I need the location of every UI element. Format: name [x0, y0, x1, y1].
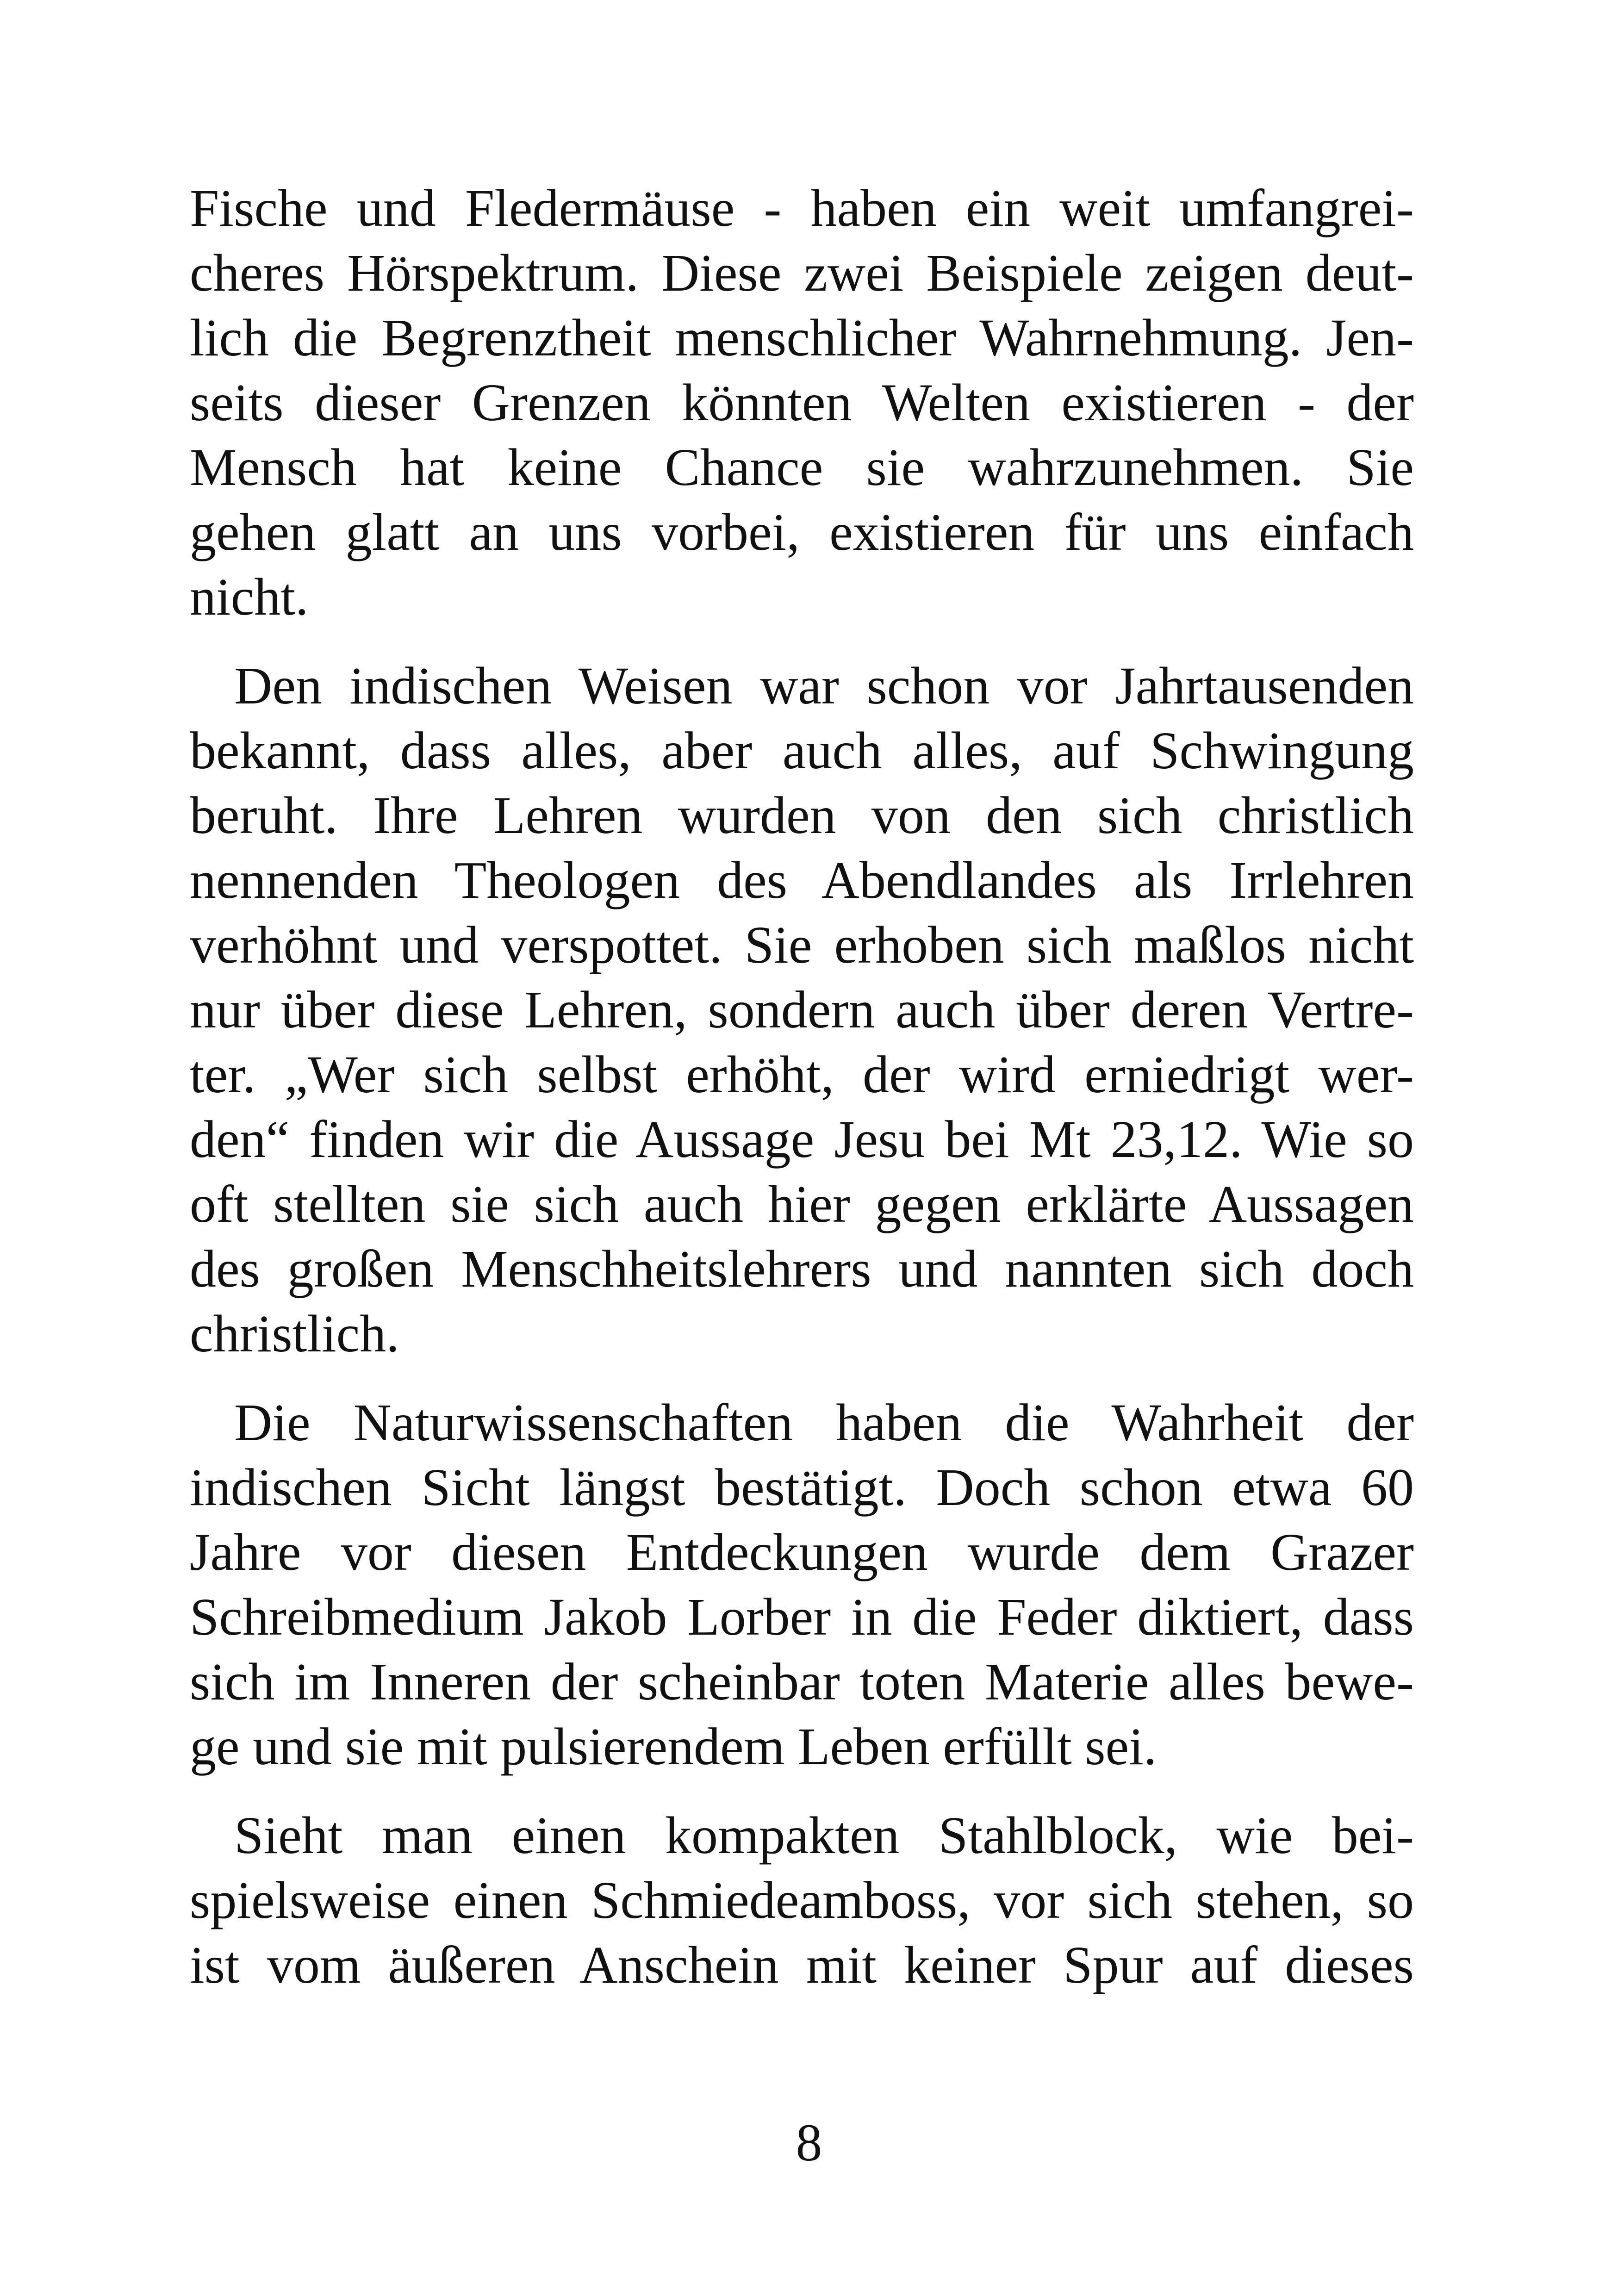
page-number: 8 — [796, 2113, 822, 2172]
text-line: seits dieser Grenzen könnten Welten existieren - der — [190, 373, 1414, 432]
text-line: cheres Hörspektrum. Diese zwei Beispiele zeigen deut- — [190, 243, 1414, 302]
text-line: nicht. — [190, 567, 309, 626]
text-line: oft stellten sie sich auch hier gegen erklärte Aussagen — [190, 1175, 1414, 1233]
text-line: Fische und Fledermäuse - haben ein weit umfangrei- — [190, 179, 1414, 237]
paragraph-3 — [190, 1390, 1414, 1779]
page-body — [190, 176, 1414, 1997]
text-line: nennenden Theologen des Abendlandes als Irrlehren — [190, 851, 1414, 909]
text-line: beruht. Ihre Lehren wurden von den sich christlich — [190, 786, 1414, 845]
text-line: bekannt, dass alles, aber auch alles, auf Schwingung — [190, 721, 1414, 780]
text-line: christlich. — [190, 1304, 399, 1363]
text-line: gehen glatt an uns vorbei, existieren für uns einfach — [190, 503, 1414, 561]
text-line: Die Naturwissenschaften haben die Wahrheit der — [234, 1393, 1414, 1452]
paragraph-4 — [190, 1803, 1414, 1997]
text-line: ge und sie mit pulsierendem Leben erfüllt sei. — [190, 1717, 1157, 1776]
paragraph-1 — [190, 176, 1414, 629]
text-line: Mensch hat keine Chance sie wahrzunehmen. Sie — [190, 438, 1414, 497]
text-line: Jahre vor diesen Entdeckungen wurde dem Grazer — [190, 1523, 1414, 1581]
paragraph-2 — [190, 653, 1414, 1366]
text-line: Schreibmedium Jakob Lorber in die Feder diktiert, dass — [190, 1587, 1414, 1646]
text-line: des großen Menschheitslehrers und nannten sich doch — [190, 1239, 1414, 1298]
text-line: den“ finden wir die Aussage Jesu bei Mt 23,12. Wie so — [190, 1110, 1414, 1169]
text-line: lich die Begrenztheit menschlicher Wahrnehmung. Jen- — [190, 308, 1414, 367]
text-line: Sieht man einen kompakten Stahlblock, wie bei- — [234, 1806, 1414, 1865]
text-line: nur über diese Lehren, sondern auch über deren Vertre- — [190, 980, 1414, 1039]
text-line: spielsweise einen Schmiedeamboss, vor sich stehen, so — [190, 1871, 1414, 1929]
text-line: Den indischen Weisen war schon vor Jahrtausenden — [234, 656, 1414, 715]
text-line: ist vom äußeren Anschein mit keiner Spur auf dieses — [190, 1935, 1414, 1994]
text-line: indischen Sicht längst bestätigt. Doch schon etwa 60 — [190, 1458, 1414, 1517]
text-line: ter. „Wer sich selbst erhöht, der wird erniedrigt wer- — [190, 1045, 1414, 1104]
text-line: verhöhnt und verspottet. Sie erhoben sich maßlos nicht — [190, 915, 1414, 974]
text-line: sich im Inneren der scheinbar toten Materie alles bewe- — [190, 1652, 1414, 1711]
